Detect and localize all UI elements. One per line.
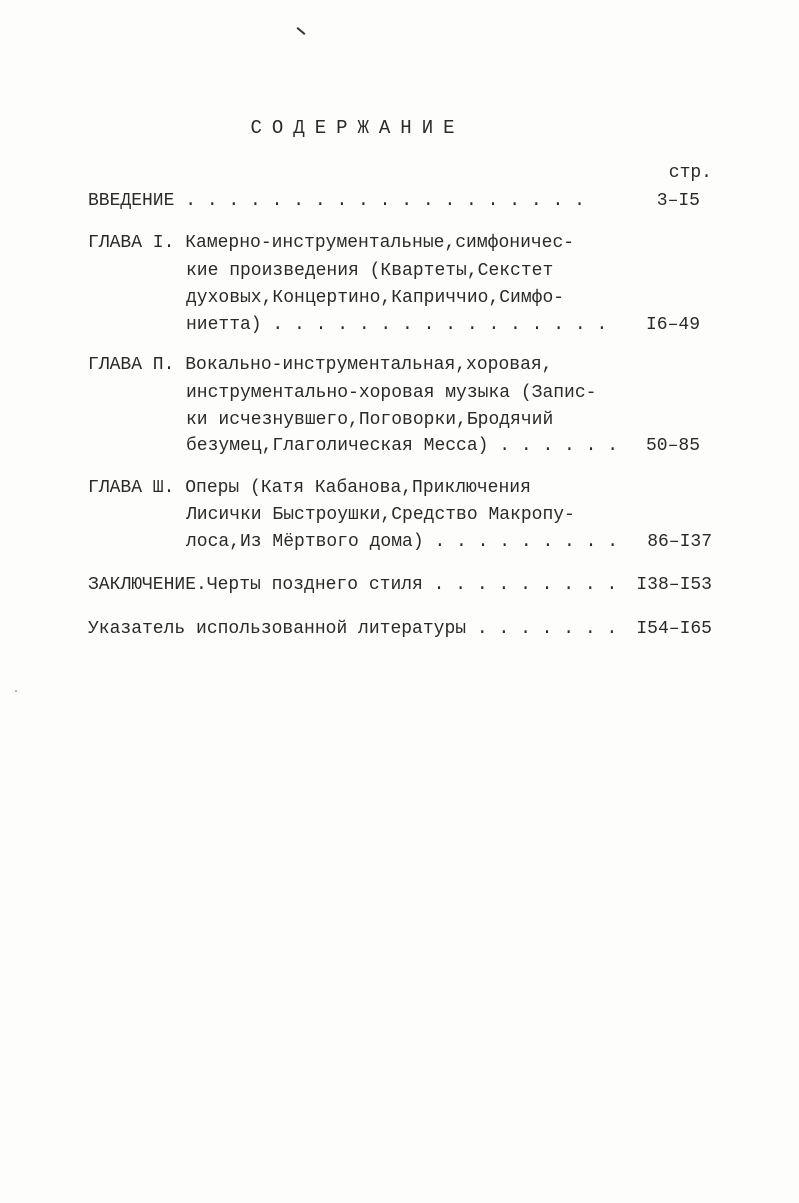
- toc-entry-chapter3-line1: ГЛАВА Ш. Оперы (Катя Кабанова,Приключения: [88, 478, 531, 498]
- toc-entry-intro: ВВЕДЕНИЕ . . . . . . . . . . . . . . . . . . .: [88, 191, 585, 211]
- toc-entry-chapter1-line1: ГЛАВА I. Камерно-инструментальные,симфоничес-: [88, 233, 575, 253]
- toc-entry-conclusion-pages: I38–I53: [636, 575, 712, 595]
- toc-entry-chapter3-pages: 86–I37: [647, 532, 712, 552]
- toc-entry-chapter2-pages: 50–85: [645, 436, 700, 456]
- toc-entry-conclusion: ЗАКЛЮЧЕНИЕ.Черты позднего стиля . . . . . . . . .: [88, 575, 618, 595]
- page-column-header: стр.: [668, 163, 712, 183]
- toc-entry-chapter2-line4: безумец,Глаголическая Месса) . . . . . .: [186, 436, 619, 456]
- toc-entry-chapter1-line2: кие произведения (Квартеты,Секстет: [186, 261, 554, 281]
- toc-entry-chapter3-line3: лоса,Из Мёртвого дома) . . . . . . . . .: [186, 532, 619, 552]
- toc-entry-chapter2-line1: ГЛАВА П. Вокально-инструментальная,хоровая,: [88, 355, 553, 375]
- toc-entry-bibliography-pages: I54–I65: [636, 619, 712, 639]
- toc-entry-chapter2-line2: инструментально-хоровая музыка (Запис-: [186, 383, 597, 403]
- toc-entry-chapter2-line3: ки исчезнувшего,Поговорки,Бродячий: [186, 410, 554, 430]
- toc-entry-chapter1-pages: I6–49: [645, 315, 700, 335]
- toc-title: СОДЕРЖАНИЕ: [250, 117, 465, 139]
- paper-speck: [15, 690, 17, 692]
- toc-entry-chapter3-line2: Лисички Быстроушки,Средство Макропу-: [186, 505, 575, 525]
- toc-entry-chapter1-line3: духовых,Концертино,Каприччио,Симфо-: [186, 288, 565, 308]
- stray-mark: [297, 27, 306, 35]
- toc-entry-intro-pages: 3–I5: [656, 191, 700, 211]
- toc-entry-bibliography: Указатель использованной литературы . . . . . . .: [88, 619, 618, 639]
- toc-entry-chapter1-line4: ниетта) . . . . . . . . . . . . . . . .: [186, 315, 608, 335]
